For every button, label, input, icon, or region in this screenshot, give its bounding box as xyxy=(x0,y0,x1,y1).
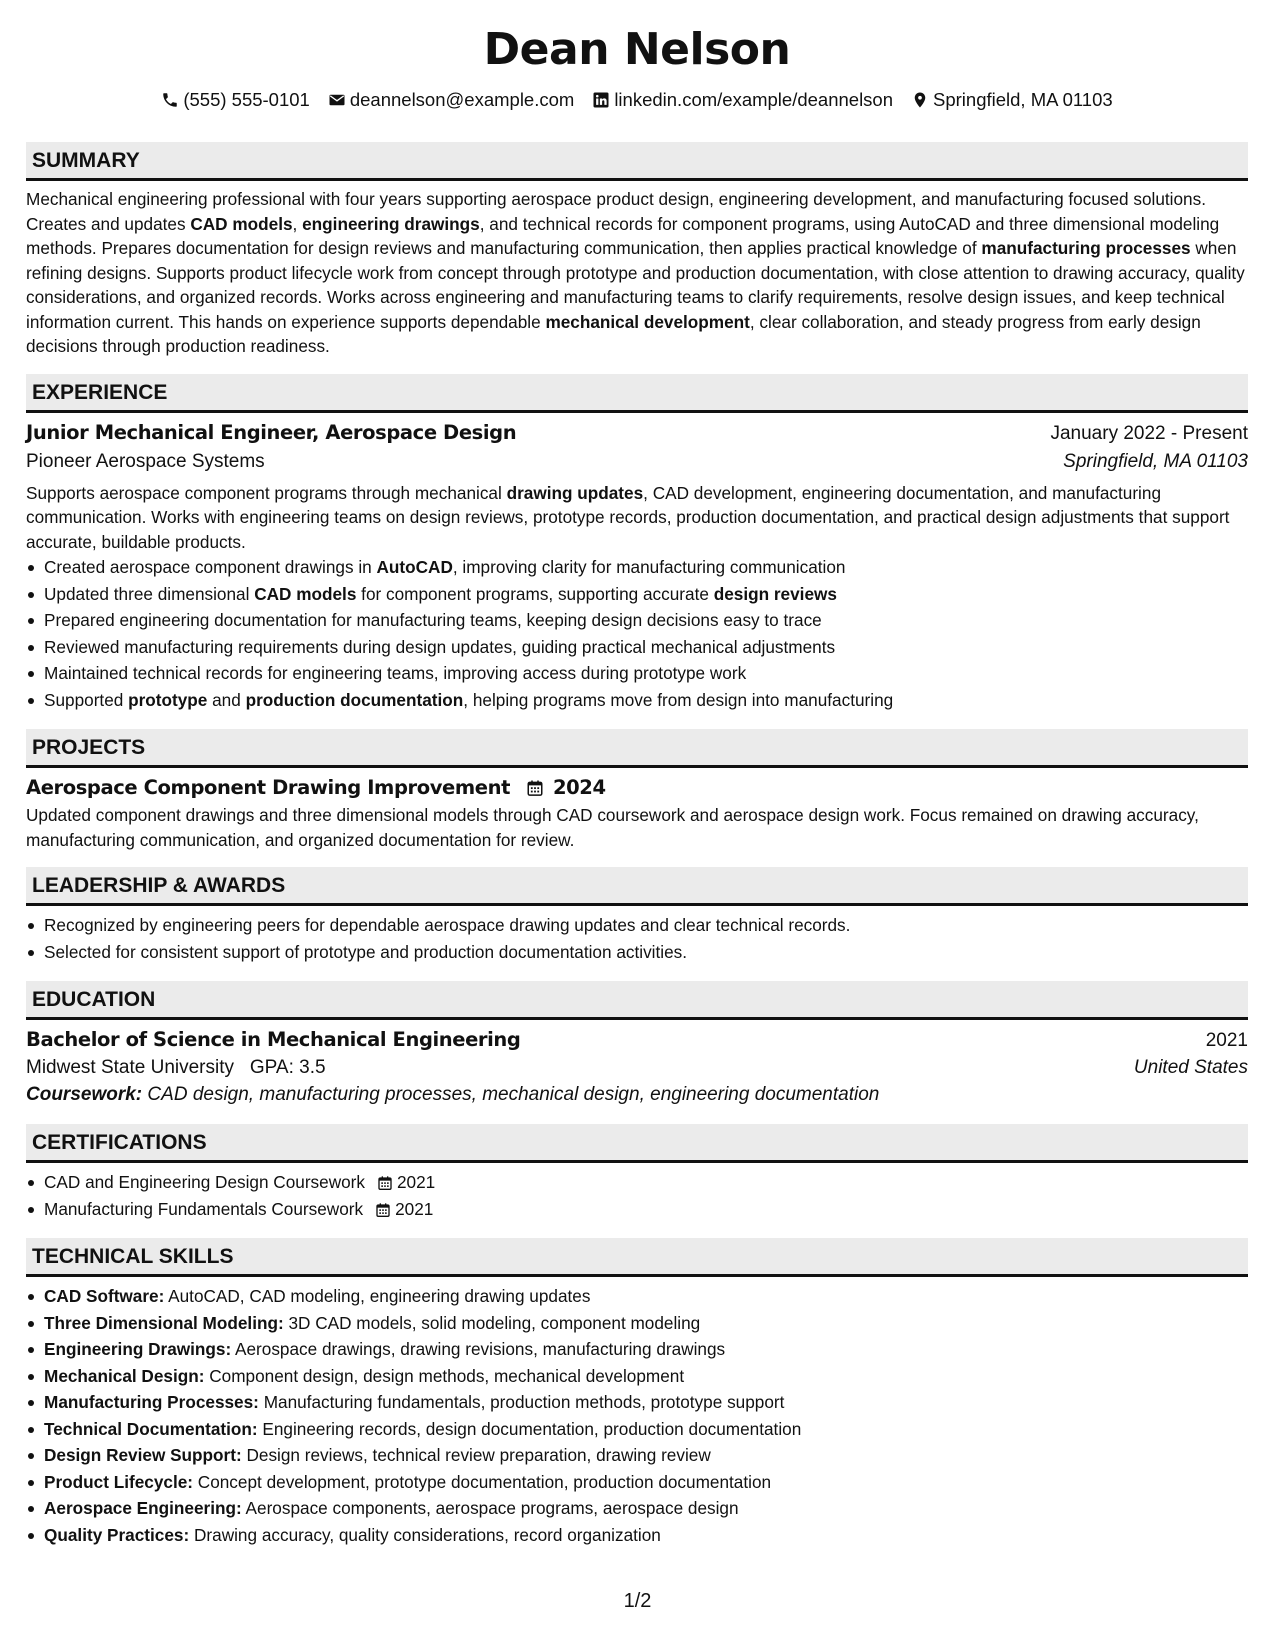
section-heading-summary: SUMMARY xyxy=(26,142,1248,181)
section-heading-education: EDUCATION xyxy=(26,981,1248,1020)
education-subheader xyxy=(26,1057,1248,1079)
phone-icon xyxy=(161,91,179,109)
list-item: Prepared engineering documentation for manufacturing teams, keeping design decisions easy to trace xyxy=(44,607,1248,634)
list-item: Design Review Support: Design reviews, technical review preparation, drawing review xyxy=(44,1442,1248,1469)
list-item: Selected for consistent support of prototype and production documentation activities. xyxy=(44,939,1248,966)
skills-list xyxy=(26,1283,1248,1548)
contact-email[interactable] xyxy=(328,88,574,112)
job-header xyxy=(26,421,1248,445)
job-bullets xyxy=(26,554,1248,713)
list-item: Manufacturing Fundamentals Coursework 2021 xyxy=(44,1196,1248,1223)
coursework-line xyxy=(26,1084,1248,1106)
coursework-label: Coursework: xyxy=(26,1084,143,1105)
list-item: Reviewed manufacturing requirements during design updates, guiding practical mechanical adjustments xyxy=(44,634,1248,661)
list-item: Recognized by engineering peers for dependable aerospace drawing updates and clear technical records. xyxy=(44,912,1248,939)
candidate-name: Dean Nelson xyxy=(483,24,791,75)
linkedin-text: linkedin.com/example/deannelson xyxy=(614,89,894,110)
project-description: Updated component drawings and three dimensional models through CAD coursework and aerospace design work. Focus remained on drawing accuracy, manufacturing communication, and organized documentation for review. xyxy=(26,805,1199,850)
list-item: CAD and Engineering Design Coursework 2021 xyxy=(44,1169,1248,1196)
phone-text: (555) 555-0101 xyxy=(183,89,310,110)
list-item: Technical Documentation: Engineering records, design documentation, production documentation xyxy=(44,1416,1248,1443)
job-subheader xyxy=(26,451,1248,473)
contact-bar xyxy=(26,88,1248,112)
project-title: Aerospace Component Drawing Improvement xyxy=(26,776,511,799)
leadership-list xyxy=(26,912,1248,965)
calendar-icon xyxy=(377,1175,393,1191)
education-header xyxy=(26,1028,1248,1052)
gpa: GPA: 3.5 xyxy=(249,1057,326,1078)
list-item: Maintained technical records for engineering teams, improving access during prototype work xyxy=(44,660,1248,687)
school-line xyxy=(26,1057,326,1079)
job-description: Supports aerospace component programs through mechanical drawing updates, CAD development, engineering documentation, and manufacturing communication. Works with engineering teams on design reviews, prototype records, production documentation, and practical design adjustments that support accurate, buildable products. xyxy=(26,482,1230,552)
contact-linkedin[interactable] xyxy=(592,88,893,112)
section-heading-skills: TECHNICAL SKILLS xyxy=(26,1238,1248,1277)
map-pin-icon xyxy=(911,91,929,109)
summary-text: Mechanical engineering professional with four years supporting aerospace product design, engineering development, and manufacturing focused solutions. Creates and updates CAD models, engineering drawings, and technical records for component programs, using AutoCAD and three dimensional modeling methods. Prepares documentation for design reviews and manufacturing communication, then applies practical knowledge of manufacturing processes when refining designs. Supports product lifecycle work from concept through prototype and production documentation, with close attention to drawing accuracy, quality considerations, and organized records. Works across engineering and manufacturing teams to clarify requirements, resolve design issues, and keep technical information current. This hands on experience supports dependable mechanical development, clear collaboration, and steady progress from early design decisions through production readiness. xyxy=(26,189,1245,356)
list-item: Updated three dimensional CAD models for component programs, supporting accurate design reviews xyxy=(44,581,1248,608)
contact-location xyxy=(911,88,1113,112)
graduation-year: 2021 xyxy=(1205,1030,1248,1051)
school-name: Midwest State University xyxy=(26,1057,235,1078)
list-item: Quality Practices: Drawing accuracy, quality considerations, record organization xyxy=(44,1522,1248,1549)
email-text: deannelson@example.com xyxy=(349,89,575,110)
page-number: 1/2 xyxy=(623,1590,652,1612)
project-year: 2024 xyxy=(552,776,606,799)
list-item: CAD Software: AutoCAD, CAD modeling, engineering drawing updates xyxy=(44,1283,1248,1310)
job-dates: January 2022 - Present xyxy=(1050,422,1248,444)
job-location: Springfield, MA 01103 xyxy=(1063,450,1248,472)
list-item: Supported prototype and production documentation, helping programs move from design into manufacturing xyxy=(44,687,1248,714)
coursework-text: CAD design, manufacturing processes, mechanical design, engineering documentation xyxy=(147,1084,880,1105)
job-title: Junior Mechanical Engineer, Aerospace Design xyxy=(26,420,517,444)
list-item: Manufacturing Processes: Manufacturing fundamentals, production methods, prototype support xyxy=(44,1389,1248,1416)
school-location: United States xyxy=(1133,1057,1248,1078)
company-name: Pioneer Aerospace Systems xyxy=(26,450,265,472)
calendar-icon xyxy=(375,1202,391,1218)
resume-page xyxy=(26,0,1248,1548)
section-heading-projects: PROJECTS xyxy=(26,729,1248,768)
list-item: Aerospace Engineering: Aerospace components, aerospace programs, aerospace design xyxy=(44,1495,1248,1522)
list-item: Created aerospace component drawings in AutoCAD, improving clarity for manufacturing communication xyxy=(44,554,1248,581)
list-item: Three Dimensional Modeling: 3D CAD models, solid modeling, component modeling xyxy=(44,1310,1248,1337)
list-item: Product Lifecycle: Concept development, prototype documentation, production documentation xyxy=(44,1469,1248,1496)
project-header xyxy=(26,776,1248,799)
section-heading-experience: EXPERIENCE xyxy=(26,374,1248,413)
contact-phone[interactable] xyxy=(161,88,310,112)
list-item: Engineering Drawings: Aerospace drawings, drawing revisions, manufacturing drawings xyxy=(44,1336,1248,1363)
location-text: Springfield, MA 01103 xyxy=(933,89,1113,110)
section-heading-certifications: CERTIFICATIONS xyxy=(26,1124,1248,1163)
section-heading-leadership: LEADERSHIP & AWARDS xyxy=(26,867,1248,906)
calendar-icon xyxy=(526,779,544,797)
list-item: Mechanical Design: Component design, design methods, mechanical development xyxy=(44,1363,1248,1390)
degree-title: Bachelor of Science in Mechanical Engineering xyxy=(26,1028,521,1051)
certifications-list xyxy=(26,1169,1248,1222)
envelope-icon xyxy=(328,91,346,109)
linkedin-icon xyxy=(592,91,610,109)
